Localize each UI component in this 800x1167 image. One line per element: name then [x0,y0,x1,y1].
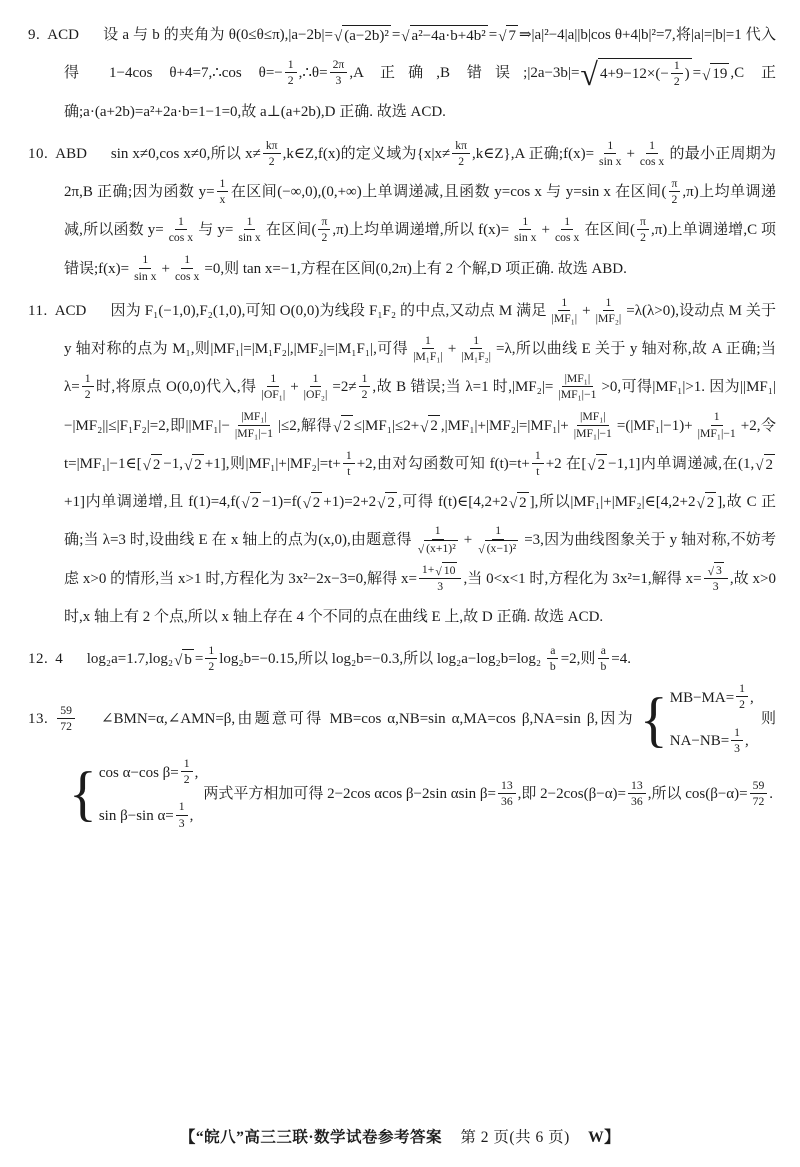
square-root [435,562,457,579]
fraction-denominator: 3 [712,580,719,594]
question-answer [48,703,101,734]
square-root-content: 2 [192,454,204,475]
fraction [414,523,462,556]
fraction [235,214,263,245]
fraction-numerator: 13 [628,778,646,794]
fraction-numerator: 59 [57,703,75,719]
question-body: sin x≠0,cos x≠0,所以 x≠ $\frac{k\pi}{2}$ ,k∈Z,f(x)的定义域为{x|x≠ $\frac{k\pi}{2}$ ,k∈Z},A 正确;f(x)= $\frac{1}{\text{sin x}}$ + $\frac{1}{\text{cos x}}$ 的最小正周期为 2π,B 正确;因为函数 y= $\frac{1}{x}$ 在区间(−∞,0),(0,+∞)上单调递减,且函数 y=cos x 与 y=sin x 在区间( $\frac{\pi}{2}$ ,π)上均单调递减,所以函数 y= $\frac{1}{\text{cos x}}$ 与 y= $\frac{1}{\text{sin x}}$ 在区间( $\frac{\pi}{2}$ ,π)上均单调递增,所以 f(x)= $\frac{1}{\text{sin x}}$ + $\frac{1}{\text{cos x}}$ 在区间( $\frac{\pi}{2}$ ,π)上单调递增,C 项错误;f(x)= $\frac{1}{\text{sin x}}$ + $\frac{1}{\text{cos x}}$ =0,则 tan x=−1,方程在区间(0,2π)上有 2 个解,D 项正确. 故选 ABD. [64,138,777,283]
question-answer: 4 [55,651,63,667]
fraction-denominator: 2 [208,660,215,674]
fraction-numerator: 1 [82,371,94,387]
square-root [174,649,194,670]
fraction [474,523,522,556]
fraction [343,448,355,479]
fraction-numerator: 1 [671,58,683,74]
fraction-numerator: 1 [470,333,482,349]
radical-icon: √ [696,496,705,513]
square-root [333,415,353,436]
equation-row: sin β−sin α= $\frac{1}{3}$ , [98,800,194,830]
square-root-content: 2 [341,415,353,436]
square-root-content: 10 [443,563,456,577]
square-root [377,492,397,513]
fraction [166,214,196,245]
fraction [301,371,331,402]
radical-icon: √ [417,543,425,557]
fraction-denominator: 2 [739,698,746,712]
fraction-denominator: t [347,464,351,478]
fraction-numerator: 1 [175,214,187,230]
fraction-denominator: |MF₁|−1 [558,388,597,402]
square-root-content: 2 [517,492,529,513]
fraction-denominator: b [600,660,607,674]
square-root [696,492,716,513]
fraction-numerator: 1 [343,448,355,464]
fraction-numerator: 1 [217,176,229,192]
question [28,682,776,832]
fraction-denominator: 36 [631,794,643,808]
radical-icon: √ [435,565,442,579]
fraction-numerator: 1 [519,214,531,230]
fraction-numerator: a [598,643,609,659]
question-number: 13. [28,711,49,728]
fraction-numerator: 1 [181,252,193,268]
fraction-numerator: 1 [176,799,188,815]
fraction-denominator: |OF₁| [261,388,286,402]
fraction-numerator: 1 [561,214,573,230]
fraction [731,725,743,756]
fraction-numerator: 1 [603,295,615,311]
fraction-denominator: |MF₁|−1 [573,426,612,440]
radical-icon: √ [333,29,343,46]
fraction-denominator: 72 [752,794,765,808]
fraction-numerator: 59 [750,778,768,794]
fraction-denominator: 2 [287,74,294,88]
fraction-numerator: kπ [263,138,281,154]
fraction-denominator: 2 [673,74,680,88]
fraction-denominator: 3 [437,580,444,594]
brace-icon: { [69,759,97,828]
fraction-denominator: 2 [183,773,190,787]
square-root [184,454,204,475]
fraction-numerator: kπ [452,138,470,154]
fraction [330,57,348,88]
question-number: 11. [28,302,48,319]
square-root [708,562,724,579]
square-root [478,540,518,557]
radical-icon: √ [377,496,386,513]
fraction [695,409,739,440]
fraction [57,703,75,734]
fraction-denominator: sin x [238,231,261,245]
fraction-numerator: 1 [711,409,723,425]
square-root [755,454,775,475]
square-root-content: 4+9−12×(− $\frac{1}{2}$ ) [598,58,692,90]
fraction [571,409,615,440]
question-number: 10. [28,145,49,162]
square-root-content: 2 [428,415,440,436]
square-root-content: (x−1)² [486,541,517,555]
fraction-denominator: sin x [134,269,157,283]
fraction [637,214,649,245]
square-root [580,56,691,93]
question-number: 12. [28,651,49,667]
radical-icon: √ [401,29,410,46]
fraction [549,295,581,326]
fraction [263,138,281,169]
fraction-numerator: |MF₁| [577,409,609,425]
square-root [418,540,458,557]
fraction-numerator: π [637,214,649,230]
equation-row: cos α−cos β= $\frac{1}{2}$ , [98,757,199,787]
square-root-content: 7 [506,25,518,46]
fraction [205,643,217,674]
fraction [596,138,624,169]
fraction-denominator: cos x [639,154,665,168]
fraction-numerator: a [547,643,558,659]
square-root [702,63,729,84]
radical-icon: √ [755,458,764,475]
fraction-denominator: |MF₁|−1 [234,426,273,440]
fraction-numerator: 1 [646,138,658,154]
square-root [587,454,607,475]
fraction-denominator: 2 [640,231,646,245]
fraction [593,295,625,326]
fraction-denominator [414,540,462,557]
fraction-numerator: π [318,214,330,230]
fraction-denominator: sin x [599,154,622,168]
fraction-denominator: 2 [268,154,275,168]
square-root-content: 2 [705,492,717,513]
fraction [750,778,768,809]
square-root [509,492,529,513]
fraction [176,799,188,830]
square-root [420,415,440,436]
fraction-numerator: 1 [244,214,256,230]
square-root-content: 2 [385,492,397,513]
fraction-numerator [704,562,728,580]
fraction [232,409,276,440]
fraction-numerator: 1 [492,523,504,539]
square-root-content: 2 [764,454,776,475]
radical-icon: √ [241,496,250,513]
square-root-content: 3 [715,563,722,577]
equation-rows [670,682,754,757]
square-root [303,492,323,513]
fraction [181,756,193,787]
fraction-denominator: cos x [175,269,200,283]
fraction-numerator: 1 [205,643,217,659]
fraction-numerator: 1 [604,138,616,154]
footer-page-info: 第 2 页(共 6 页) [460,1129,570,1146]
radical-icon: √ [498,29,507,46]
radical-icon: √ [702,67,711,84]
fraction-numerator: 1 [422,333,434,349]
fraction [736,681,748,712]
square-root-content: 2 [250,492,262,513]
fraction-numerator: 1 [181,756,193,772]
question [28,640,776,678]
fraction-denominator: |MF₁|−1 [697,426,736,440]
question [28,16,776,131]
square-root [401,25,487,46]
radical-icon: √ [478,543,485,557]
fraction [172,252,202,283]
radical-icon: √ [707,565,714,579]
fraction-numerator: 1 [558,295,570,311]
fraction-denominator: 72 [60,720,72,734]
fraction-denominator [474,540,522,557]
fraction-denominator: sin x [514,231,537,245]
equation-rows [99,757,199,832]
fraction-numerator: 13 [498,778,516,794]
equation-row: NA−NB= $\frac{1}{3}$ , [669,725,749,755]
fraction [410,333,446,364]
radical-icon: √ [184,458,193,475]
fraction [458,333,494,364]
fraction [532,448,544,479]
fraction-denominator: 36 [500,794,513,808]
fraction-numerator: π [669,176,681,192]
fraction [359,371,371,402]
question-body: 设 a 与 b 的夹角为 θ(0≤θ≤π),|a−2b|= √ (a−2b)² = √ a²−4a·b+4b² = √ 7 ⇒|a|²−4|a||b|cos θ+4|b|²=7,将|a|=|b|=1 代入得 1−4cos θ+4=7,∴cos θ=− $\frac{1}{2}$ ,∴θ= $\frac{2\pi}{3}$ ,A 正确,B 错误;|2a−3b|= √ 4+9−12×(− $\frac{1}{2}$ ) = √ 19 ,C 正确;a·(a+2b)=a²+2a·b=1−1=0,故 a⊥(a+2b),D 正确. 故选 ACD. [64,27,776,120]
fraction-denominator: 2 [84,388,91,402]
fraction-denominator: cos x [554,231,580,245]
fraction-numerator: 1 [359,371,371,387]
square-root-content: 2 [311,492,323,513]
fraction-denominator: 3 [178,816,185,830]
page-footer [0,1115,800,1167]
fraction-numerator: 1+ √ 10 [419,562,462,580]
footer-title: 【“皖八”高三三联·数学试卷参考答案 [179,1129,443,1146]
fraction-denominator: b [549,660,556,674]
fraction [671,58,683,89]
fraction-denominator: t [536,464,540,478]
fraction-denominator: 2 [671,193,678,207]
fraction [82,371,94,402]
fraction [419,562,462,595]
radical-icon: √ [302,496,311,513]
fraction-denominator: 3 [335,74,342,88]
question-body: ∠BMN=α,∠AMN=β,由题意可得 MB=cos α,NB=sin α,MA=cos β,NA=sin β,因为 { MB−MA= $\frac{1}{2}$ , NA−NB= $\frac{1}{3}$ , 则 { cos α−cos β= $\frac{1}{2}$ , sin β−sin α= $\frac{1}{3}$ , 两式平方相加可得 2−2cos αcos β−2sin αsin β= $\frac{13}{36}$ ,即 2−2cos(β−α)= $\frac{13}{36}$ ,所以 cos(β−α)= $\frac{59}{72}$ . [64,711,776,802]
footer-code: W】 [588,1129,621,1146]
fraction [285,57,297,88]
question [28,135,776,288]
fraction [628,778,646,809]
square-root-content: (a−2b)² [342,25,391,46]
fraction-denominator: cos x [168,231,194,245]
fraction-numerator: 1 [310,371,322,387]
fraction [318,214,330,245]
fraction-numerator: 1 [267,371,279,387]
fraction-numerator: 1 [532,448,544,464]
questions-list [28,16,776,832]
fraction-numerator: 1 [285,57,297,73]
equation-system [69,757,198,832]
square-root-content: b [182,649,194,670]
radical-icon: √ [174,653,183,670]
fraction [217,176,229,207]
square-root-content: (x+1)² [426,541,456,555]
fraction-denominator: x [219,193,226,207]
radical-icon: √ [580,56,598,93]
fraction [669,176,681,207]
question-body: log₂a=1.7,log₂ √ b = $\frac{1}{2}$ log₂b=−0.15,所以 log₂b=−0.3,所以 log₂a−log₂b=log₂ $\frac{a}{b}$ =2,则 $\frac{a}{b}$ =4. [86,643,631,674]
square-root-content: a²−4a·b+4b² [410,25,488,46]
fraction-numerator: |MF₁| [238,409,270,425]
fraction-denominator: |MF₂| [595,311,622,325]
fraction-denominator: 2 [321,231,328,245]
fraction [555,371,599,402]
fraction-denominator: |M₁F₂| [461,350,492,364]
square-root [498,25,518,46]
equation-system [640,682,754,757]
question-answer: ACD [47,27,79,43]
fraction-denominator: |OF₂| [303,388,328,402]
fraction-numerator: 1 [736,681,748,697]
fraction-denominator: 3 [734,741,740,755]
fraction [704,562,728,595]
fraction-denominator: |M₁F₁| [413,350,443,364]
radical-icon: √ [587,458,596,475]
square-root-content: 19 [710,63,729,84]
fraction-numerator: 1 [139,252,151,268]
square-root-content: 2 [596,454,608,475]
fraction-numerator: |MF₁| [562,371,594,387]
fraction [511,214,539,245]
fraction [258,371,288,402]
question-body: 因为 F₁(−1,0),F₂(1,0),可知 O(0,0)为线段 F₁F₂ 的中点,又动点 M 满足 $\frac{1}{\text{|MF₁|}}$ + $\frac{1}{\text{|MF₂|}}$ =λ(λ>0),设动点 M 关于 y 轴对称的点为 M₁,则|MF₁|=|M₁F₂|,|MF₂|=|M₁F₁|,可得 $\frac{1}{\text{|M₁F₁|}}$ + $\frac{1}{\text{|M₁F₂|}}$ =λ,所以曲线 E 关于 y 轴对称,故 A 正确;当 λ= $\frac{1}{2}$ 时,将原点 O(0,0)代入,得 $\frac{1}{\text{|OF₁|}}$ + $\frac{1}{\text{|OF₂|}}$ =2≠ $\frac{1}{2}$ ,故 B 错误;当 λ=1 时,|MF₂|= $\frac{\text{|MF₁|}}{\text{|MF₁|−1}}$ >0,可得|MF₁|>1. 因为||MF₁|−|MF₂||≤|F₁F₂|=2,即||MF₁|− $\frac{\text{|MF₁|}}{\text{|MF₁|−1}}$ |≤2,解得 √ 2 ≤|MF₁|≤2+ √ 2 ,|MF₁|+|MF₂|=|MF₁|+ $\frac{\text{|MF₁|}}{\text{|MF₁|−1}}$ =(|MF₁|−1)+ $\frac{1}{\text{|MF₁|−1}}$ +2,令 t=|MF₁|−1∈[ √ 2 −1, √ 2 +1],则|MF₁|+|MF₂|=t+ $\frac{1}{t}$ +2,由对勾函数可知 f(t)=t+ $\frac{1}{t}$ +2 在[ √ 2 −1,1]内单调递减,在(1, √ 2 +1]内单调递增,且 f(1)=4,f( √ 2 −1)=f( √ 2 +1)=2+2 √ 2 ,可得 f(t)∈[4,2+2 √ 2 ],所以|MF₁|+|MF₂|∈[4,2+2 √ 2 ],故 C 正确;当 λ=3 时,设曲线 E 在 x 轴上的点为(x,0),由题意得 1 √ (x+1)² + 1 √ (x−1)² =3,因为曲线图象关于 y 轴对称,不妨考虑 x>0 的情形,当 x>1 时,方程化为 3x²−2x−3=0,解得 x= 1+ √ 10 3 ,当 0<x<1 时,方程化为 3x²=1,解得 x= √ 3 3 ,故 x>0 时,x 轴上有 2 个点,所以 x 轴上存在 4 个不同的点在曲线 E 上,故 D 正确. 故选 ACD. [64,295,777,625]
fraction-numerator: 2π [330,57,348,73]
fraction [552,214,582,245]
square-root [241,492,261,513]
fraction-numerator: 1 [731,725,743,741]
fraction-denominator: 2 [361,388,368,402]
radical-icon: √ [508,496,518,513]
radical-icon: √ [420,419,429,436]
fraction [597,643,609,674]
fraction [131,252,159,283]
equation-row: MB−MA= $\frac{1}{2}$ , [669,682,754,712]
fraction-numerator: 1 [432,523,444,539]
fraction [452,138,470,169]
radical-icon: √ [333,419,342,436]
fraction [547,643,559,674]
square-root [334,25,391,46]
brace-icon: { [639,684,668,754]
square-root-content: 2 [151,454,163,475]
question [28,292,776,636]
fraction [498,778,516,809]
question-answer: ACD [54,302,87,319]
radical-icon: √ [142,458,151,475]
fraction-denominator: |MF₁| [551,311,578,325]
question-number: 9. [28,27,41,43]
fraction-denominator: 2 [458,154,465,168]
question-answer: ABD [55,145,87,162]
square-root [143,454,163,475]
fraction [637,138,667,169]
